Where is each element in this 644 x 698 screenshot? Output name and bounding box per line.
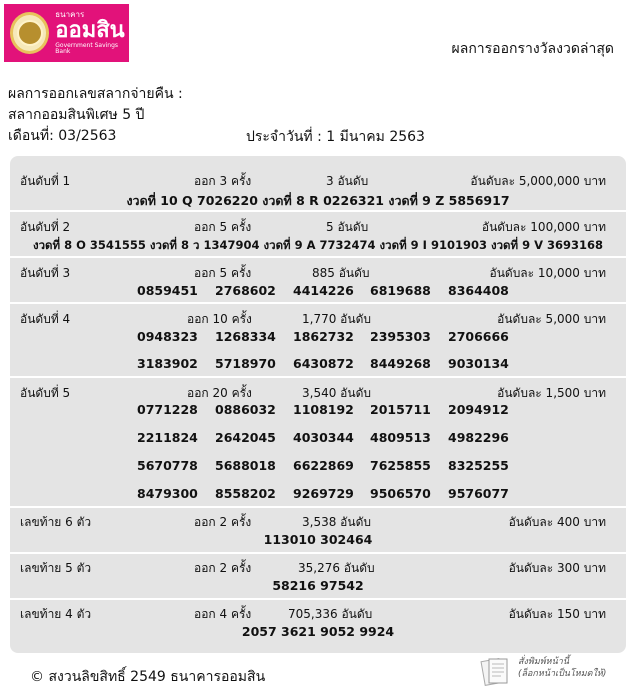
prize-number: 2642045 (215, 430, 276, 445)
prize-draws: ออก 5 ครั้ง (194, 220, 252, 234)
prize-amount: อันดับละ 300 บาท (508, 561, 606, 575)
prize-count: 705,336 อันดับ (288, 607, 373, 621)
prize-amount: อันดับละ 10,000 บาท (489, 266, 606, 280)
prize-count: 1,770 อันดับ (302, 312, 371, 326)
prize-number: 9030134 (448, 356, 509, 371)
row-divider (10, 552, 626, 554)
logo-small-text: ธนาคาร (55, 10, 85, 19)
prize-number: 6819688 (370, 283, 431, 298)
prize-number: 6430872 (293, 356, 354, 371)
prize-number: 9269729 (293, 486, 354, 501)
prize-amount: อันดับละ 1,500 บาท (497, 386, 606, 400)
copyright-text: © สงวนลิขสิทธิ์ 2549 ธนาคารออมสิน (30, 669, 266, 685)
prize-name: อันดับที่ 5 (20, 386, 71, 400)
row-divider (10, 302, 626, 304)
prize-amount: อันดับละ 5,000,000 บาท (470, 174, 606, 188)
prize-count: 3 อันดับ (326, 174, 369, 188)
prize-amount: อันดับละ 5,000 บาท (497, 312, 606, 326)
prize-name: อันดับที่ 2 (20, 220, 71, 234)
prize-name: เลขท้าย 6 ตัว (20, 515, 92, 529)
prize-number: 3183902 (137, 356, 198, 371)
prize-number: 5718970 (215, 356, 276, 371)
prize-draws: ออก 5 ครั้ง (194, 266, 252, 280)
gsb-logo[interactable] (4, 4, 129, 62)
prize-draws: ออก 2 ครั้ง (194, 515, 252, 529)
info-heading: ผลการออกเลขสลากจ่ายคืน : (8, 86, 183, 102)
prize-number: 2706666 (448, 329, 509, 344)
prize-amount: อันดับละ 100,000 บาท (481, 220, 606, 234)
print-icon[interactable] (478, 654, 514, 690)
prize-number: 4414226 (293, 283, 354, 298)
prize-count: 3,538 อันดับ (302, 515, 371, 529)
prize-number: 4030344 (293, 430, 354, 445)
bank-seal-icon (10, 12, 49, 54)
prize-number: 2395303 (370, 329, 431, 344)
prize-number: 2015711 (370, 402, 431, 417)
logo-english-name: Government Savings Bank (55, 42, 119, 55)
prize-number: 8558202 (215, 486, 276, 501)
prize-number: 0948323 (137, 329, 198, 344)
prize-number: 5688018 (215, 458, 276, 473)
prize-name: เลขท้าย 4 ตัว (20, 607, 92, 621)
prize-number: 9576077 (448, 486, 509, 501)
prize-number: 7625855 (370, 458, 431, 473)
prize-number: 1862732 (293, 329, 354, 344)
prize-numbers-1: งวดที่ 10 Q 7026220 งวดที่ 8 R 0226321 งวดที่ 9 Z 5856917 (126, 193, 510, 208)
lottery-type: สลากออมสินพิเศษ 5 ปี (8, 107, 145, 123)
page-title: ผลการออกรางวัลงวดล่าสุด (451, 41, 614, 57)
prize-number: 2211824 (137, 430, 198, 445)
draw-date: ประจำวันที่ : 1 มีนาคม 2563 (246, 129, 425, 145)
prize-number: 0771228 (137, 402, 198, 417)
header (0, 0, 644, 72)
prize-number: 8479300 (137, 486, 198, 501)
prize-draws: ออก 3 ครั้ง (194, 174, 252, 188)
row-divider (10, 506, 626, 508)
prize-number: 2768602 (215, 283, 276, 298)
prize-number: 0859451 (137, 283, 198, 298)
prize-number: 9506570 (370, 486, 431, 501)
prize-numbers-last6: 113010 302464 (263, 532, 373, 547)
prize-number: 8364408 (448, 283, 509, 298)
row-divider (10, 210, 626, 212)
prize-amount: อันดับละ 400 บาท (508, 515, 606, 529)
prize-number: 8449268 (370, 356, 431, 371)
prize-number: 1268334 (215, 329, 276, 344)
prize-count: 3,540 อันดับ (302, 386, 371, 400)
lottery-info (8, 84, 183, 147)
prize-name: อันดับที่ 3 (20, 266, 71, 280)
prize-count: 885 อันดับ (312, 266, 370, 280)
prize-count: 35,276 อันดับ (298, 561, 375, 575)
prize-numbers-2: งวดที่ 8 O 3541555 งวดที่ 8 ว 1347904 งวดที่ 9 A 7732474 งวดที่ 9 I 9101903 งวดที่ 9 V 3693168 (32, 238, 604, 252)
prize-count: 5 อันดับ (326, 220, 369, 234)
prize-draws: ออก 2 ครั้ง (194, 561, 252, 575)
prize-number: 4982296 (448, 430, 509, 445)
prize-number: 8325255 (448, 458, 509, 473)
logo-bank-name: ออมสิน (55, 18, 125, 43)
prize-number: 4809513 (370, 430, 431, 445)
prize-numbers-last5: 58216 97542 (272, 578, 364, 593)
row-divider (10, 256, 626, 258)
prize-draws: ออก 4 ครั้ง (194, 607, 252, 621)
row-divider (10, 376, 626, 378)
prize-name: อันดับที่ 4 (20, 312, 71, 326)
prize-name: เลขท้าย 5 ตัว (20, 561, 92, 575)
prize-number: 5670778 (137, 458, 198, 473)
print-label: สั่งพิมพ์หน้านี้ (518, 657, 569, 667)
prize-numbers-last4: 2057 3621 9052 9924 (241, 624, 395, 639)
prize-number: 1108192 (293, 402, 354, 417)
prize-draws: ออก 20 ครั้ง (187, 386, 252, 400)
print-page-link[interactable] (518, 656, 606, 680)
draw-month: เดือนที่: 03/2563 (8, 128, 117, 144)
row-divider (10, 598, 626, 600)
prize-draws: ออก 10 ครั้ง (187, 312, 252, 326)
results-panel (10, 156, 626, 653)
prize-name: อันดับที่ 1 (20, 174, 71, 188)
prize-amount: อันดับละ 150 บาท (508, 607, 606, 621)
print-note: (ล็อกหน้าเป็นโหมดให้) (518, 669, 607, 679)
prize-number: 6622869 (293, 458, 354, 473)
prize-number: 0886032 (215, 402, 276, 417)
prize-number: 2094912 (448, 402, 509, 417)
